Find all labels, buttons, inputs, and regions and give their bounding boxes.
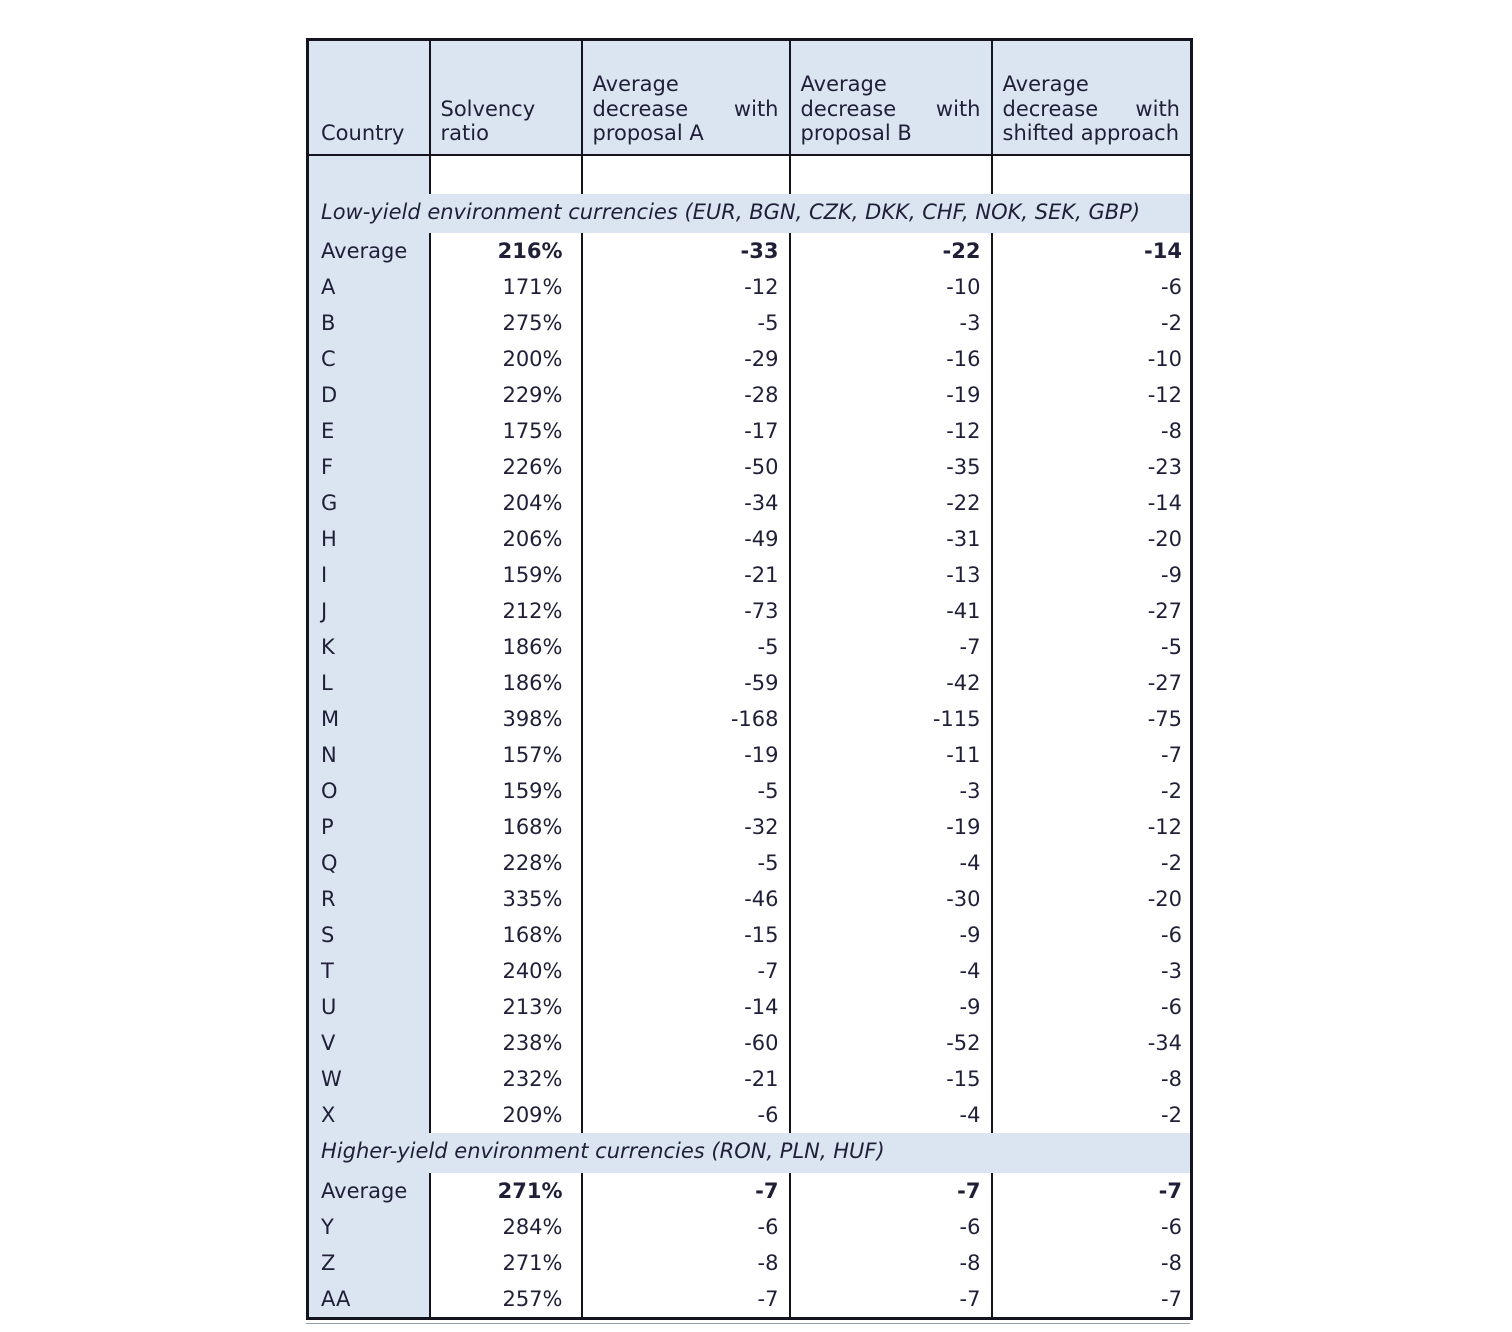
table-row — [308, 917, 1192, 953]
proposal-a-cell: -5 — [582, 629, 790, 665]
shifted-approach-cell: -7 — [992, 1281, 1192, 1319]
shifted-approach-cell: -10 — [992, 341, 1192, 377]
proposal-b-cell: -4 — [790, 845, 992, 881]
col-header-proposal-a: Average decrease with proposal A — [582, 40, 790, 156]
solvency-ratio-cell: 228% — [430, 845, 582, 881]
table-row — [308, 1173, 1192, 1209]
solvency-ratio-cell: 216% — [430, 233, 582, 269]
country-cell: Y — [308, 1209, 430, 1245]
proposal-b-cell: -6 — [790, 1209, 992, 1245]
shifted-approach-cell: -23 — [992, 449, 1192, 485]
shifted-approach-cell: -20 — [992, 521, 1192, 557]
shifted-approach-cell: -75 — [992, 701, 1192, 737]
proposal-b-cell: -35 — [790, 449, 992, 485]
solvency-ratio-cell: 335% — [430, 881, 582, 917]
section-title: Low-yield environment currencies (EUR, BGN, CZK, DKK, CHF, NOK, SEK, GBP) — [308, 194, 1192, 233]
shifted-approach-cell: -20 — [992, 881, 1192, 917]
proposal-b-cell: -22 — [790, 485, 992, 521]
proposal-b-cell: -7 — [790, 629, 992, 665]
solvency-ratio-cell: 212% — [430, 593, 582, 629]
table-row — [308, 1097, 1192, 1133]
section-header-row — [308, 194, 1192, 233]
shifted-approach-cell: -8 — [992, 413, 1192, 449]
proposal-a-cell: -5 — [582, 845, 790, 881]
solvency-ratio-cell: 213% — [430, 989, 582, 1025]
solvency-ratio-cell: 275% — [430, 305, 582, 341]
shifted-approach-cell: -14 — [992, 485, 1192, 521]
solvency-ratio-cell: 186% — [430, 629, 582, 665]
table-row — [308, 1025, 1192, 1061]
solvency-ratio-cell: 238% — [430, 1025, 582, 1061]
proposal-a-cell: -5 — [582, 305, 790, 341]
proposal-a-cell: -73 — [582, 593, 790, 629]
proposal-b-cell: -10 — [790, 269, 992, 305]
shifted-approach-cell: -6 — [992, 917, 1192, 953]
shifted-approach-cell: -9 — [992, 557, 1192, 593]
proposal-a-cell: -6 — [582, 1209, 790, 1245]
table-row — [308, 629, 1192, 665]
table-row — [308, 485, 1192, 521]
proposal-a-cell: -7 — [582, 1173, 790, 1209]
proposal-b-cell: -115 — [790, 701, 992, 737]
table-row — [308, 269, 1192, 305]
table-row — [308, 845, 1192, 881]
table-row — [308, 233, 1192, 269]
proposal-a-cell: -33 — [582, 233, 790, 269]
table-row — [308, 1245, 1192, 1281]
shifted-approach-cell: -3 — [992, 953, 1192, 989]
solvency-table-wrap — [306, 38, 1190, 1324]
proposal-a-cell: -8 — [582, 1245, 790, 1281]
proposal-b-cell: -11 — [790, 737, 992, 773]
table-row — [308, 341, 1192, 377]
spacer-cell — [992, 155, 1192, 194]
country-cell: O — [308, 773, 430, 809]
col-header-country: Country — [308, 40, 430, 156]
shifted-approach-cell: -14 — [992, 233, 1192, 269]
proposal-b-cell: -16 — [790, 341, 992, 377]
solvency-ratio-cell: 257% — [430, 1281, 582, 1319]
shifted-approach-cell: -2 — [992, 1097, 1192, 1133]
shifted-approach-cell: -5 — [992, 629, 1192, 665]
solvency-ratio-cell: 168% — [430, 809, 582, 845]
proposal-a-cell: -21 — [582, 557, 790, 593]
country-cell: A — [308, 269, 430, 305]
proposal-a-cell: -34 — [582, 485, 790, 521]
proposal-a-cell: -15 — [582, 917, 790, 953]
spacer-cell — [582, 155, 790, 194]
solvency-ratio-cell: 159% — [430, 557, 582, 593]
solvency-table — [306, 38, 1193, 1320]
proposal-a-cell: -29 — [582, 341, 790, 377]
table-row — [308, 701, 1192, 737]
shifted-approach-cell: -2 — [992, 305, 1192, 341]
country-cell: D — [308, 377, 430, 413]
section-header-row — [308, 1133, 1192, 1172]
solvency-ratio-cell: 271% — [430, 1245, 582, 1281]
country-cell: W — [308, 1061, 430, 1097]
solvency-ratio-cell: 200% — [430, 341, 582, 377]
shifted-approach-cell: -8 — [992, 1245, 1192, 1281]
shifted-approach-cell: -27 — [992, 593, 1192, 629]
country-cell: R — [308, 881, 430, 917]
solvency-ratio-cell: 240% — [430, 953, 582, 989]
proposal-b-cell: -22 — [790, 233, 992, 269]
proposal-a-cell: -60 — [582, 1025, 790, 1061]
table-row — [308, 881, 1192, 917]
proposal-b-cell: -3 — [790, 773, 992, 809]
shifted-approach-cell: -6 — [992, 1209, 1192, 1245]
proposal-b-cell: -12 — [790, 413, 992, 449]
shifted-approach-cell: -6 — [992, 989, 1192, 1025]
spacer-cell — [308, 155, 430, 194]
solvency-ratio-cell: 271% — [430, 1173, 582, 1209]
proposal-a-cell: -46 — [582, 881, 790, 917]
country-cell: L — [308, 665, 430, 701]
proposal-a-cell: -6 — [582, 1097, 790, 1133]
country-cell: X — [308, 1097, 430, 1133]
proposal-a-cell: -49 — [582, 521, 790, 557]
country-cell: H — [308, 521, 430, 557]
table-row — [308, 1281, 1192, 1319]
proposal-b-cell: -31 — [790, 521, 992, 557]
country-cell: G — [308, 485, 430, 521]
proposal-b-cell: -52 — [790, 1025, 992, 1061]
solvency-ratio-cell: 284% — [430, 1209, 582, 1245]
spacer-cell — [790, 155, 992, 194]
header-row — [308, 40, 1192, 156]
proposal-b-cell: -15 — [790, 1061, 992, 1097]
country-cell: N — [308, 737, 430, 773]
table-row — [308, 773, 1192, 809]
shifted-approach-cell: -27 — [992, 665, 1192, 701]
country-cell: Average — [308, 233, 430, 269]
country-cell: Z — [308, 1245, 430, 1281]
country-cell: C — [308, 341, 430, 377]
proposal-a-cell: -5 — [582, 773, 790, 809]
table-row — [308, 953, 1192, 989]
country-cell: K — [308, 629, 430, 665]
solvency-ratio-cell: 168% — [430, 917, 582, 953]
proposal-b-cell: -9 — [790, 917, 992, 953]
proposal-a-cell: -168 — [582, 701, 790, 737]
country-cell: U — [308, 989, 430, 1025]
col-header-proposal-b: Average decrease with proposal B — [790, 40, 992, 156]
shifted-approach-cell: -34 — [992, 1025, 1192, 1061]
proposal-a-cell: -12 — [582, 269, 790, 305]
country-cell: T — [308, 953, 430, 989]
country-cell: Q — [308, 845, 430, 881]
country-cell: P — [308, 809, 430, 845]
solvency-ratio-cell: 171% — [430, 269, 582, 305]
solvency-ratio-cell: 206% — [430, 521, 582, 557]
proposal-a-cell: -28 — [582, 377, 790, 413]
country-cell: M — [308, 701, 430, 737]
solvency-ratio-cell: 226% — [430, 449, 582, 485]
shifted-approach-cell: -12 — [992, 377, 1192, 413]
solvency-ratio-cell: 232% — [430, 1061, 582, 1097]
country-cell: I — [308, 557, 430, 593]
proposal-b-cell: -3 — [790, 305, 992, 341]
solvency-ratio-cell: 175% — [430, 413, 582, 449]
country-cell: J — [308, 593, 430, 629]
shifted-approach-cell: -12 — [992, 809, 1192, 845]
table-row — [308, 1209, 1192, 1245]
country-cell: AA — [308, 1281, 430, 1319]
solvency-ratio-cell: 209% — [430, 1097, 582, 1133]
proposal-b-cell: -19 — [790, 809, 992, 845]
proposal-a-cell: -59 — [582, 665, 790, 701]
table-row — [308, 809, 1192, 845]
table-row — [308, 305, 1192, 341]
solvency-ratio-cell: 157% — [430, 737, 582, 773]
country-cell: V — [308, 1025, 430, 1061]
proposal-a-cell: -7 — [582, 953, 790, 989]
proposal-a-cell: -14 — [582, 989, 790, 1025]
proposal-b-cell: -42 — [790, 665, 992, 701]
proposal-b-cell: -7 — [790, 1173, 992, 1209]
spacer-cell — [430, 155, 582, 194]
solvency-ratio-cell: 159% — [430, 773, 582, 809]
shifted-approach-cell: -2 — [992, 845, 1192, 881]
proposal-a-cell: -21 — [582, 1061, 790, 1097]
proposal-a-cell: -17 — [582, 413, 790, 449]
table-row — [308, 413, 1192, 449]
table-row — [308, 989, 1192, 1025]
shifted-approach-cell: -7 — [992, 737, 1192, 773]
proposal-b-cell: -8 — [790, 1245, 992, 1281]
country-cell: Average — [308, 1173, 430, 1209]
table-row — [308, 665, 1192, 701]
spacer-row — [308, 155, 1192, 194]
solvency-ratio-cell: 204% — [430, 485, 582, 521]
proposal-b-cell: -41 — [790, 593, 992, 629]
proposal-b-cell: -4 — [790, 953, 992, 989]
solvency-ratio-cell: 186% — [430, 665, 582, 701]
table-row — [308, 557, 1192, 593]
solvency-ratio-cell: 398% — [430, 701, 582, 737]
table-row — [308, 449, 1192, 485]
proposal-b-cell: -13 — [790, 557, 992, 593]
proposal-b-cell: -7 — [790, 1281, 992, 1319]
proposal-a-cell: -50 — [582, 449, 790, 485]
solvency-ratio-cell: 229% — [430, 377, 582, 413]
proposal-a-cell: -19 — [582, 737, 790, 773]
shifted-approach-cell: -2 — [992, 773, 1192, 809]
section-title: Higher-yield environment currencies (RON, PLN, HUF) — [308, 1133, 1192, 1172]
table-row — [308, 1061, 1192, 1097]
proposal-b-cell: -30 — [790, 881, 992, 917]
proposal-b-cell: -4 — [790, 1097, 992, 1133]
table-row — [308, 737, 1192, 773]
country-cell: F — [308, 449, 430, 485]
proposal-a-cell: -32 — [582, 809, 790, 845]
proposal-b-cell: -19 — [790, 377, 992, 413]
country-cell: B — [308, 305, 430, 341]
table-row — [308, 377, 1192, 413]
col-header-shifted-approach: Average decrease with shifted approach — [992, 40, 1192, 156]
table-row — [308, 593, 1192, 629]
country-cell: E — [308, 413, 430, 449]
proposal-b-cell: -9 — [790, 989, 992, 1025]
shifted-approach-cell: -7 — [992, 1173, 1192, 1209]
proposal-a-cell: -7 — [582, 1281, 790, 1319]
col-header-solvency-ratio: Solvency ratio — [430, 40, 582, 156]
shifted-approach-cell: -6 — [992, 269, 1192, 305]
country-cell: S — [308, 917, 430, 953]
shifted-approach-cell: -8 — [992, 1061, 1192, 1097]
table-row — [308, 521, 1192, 557]
